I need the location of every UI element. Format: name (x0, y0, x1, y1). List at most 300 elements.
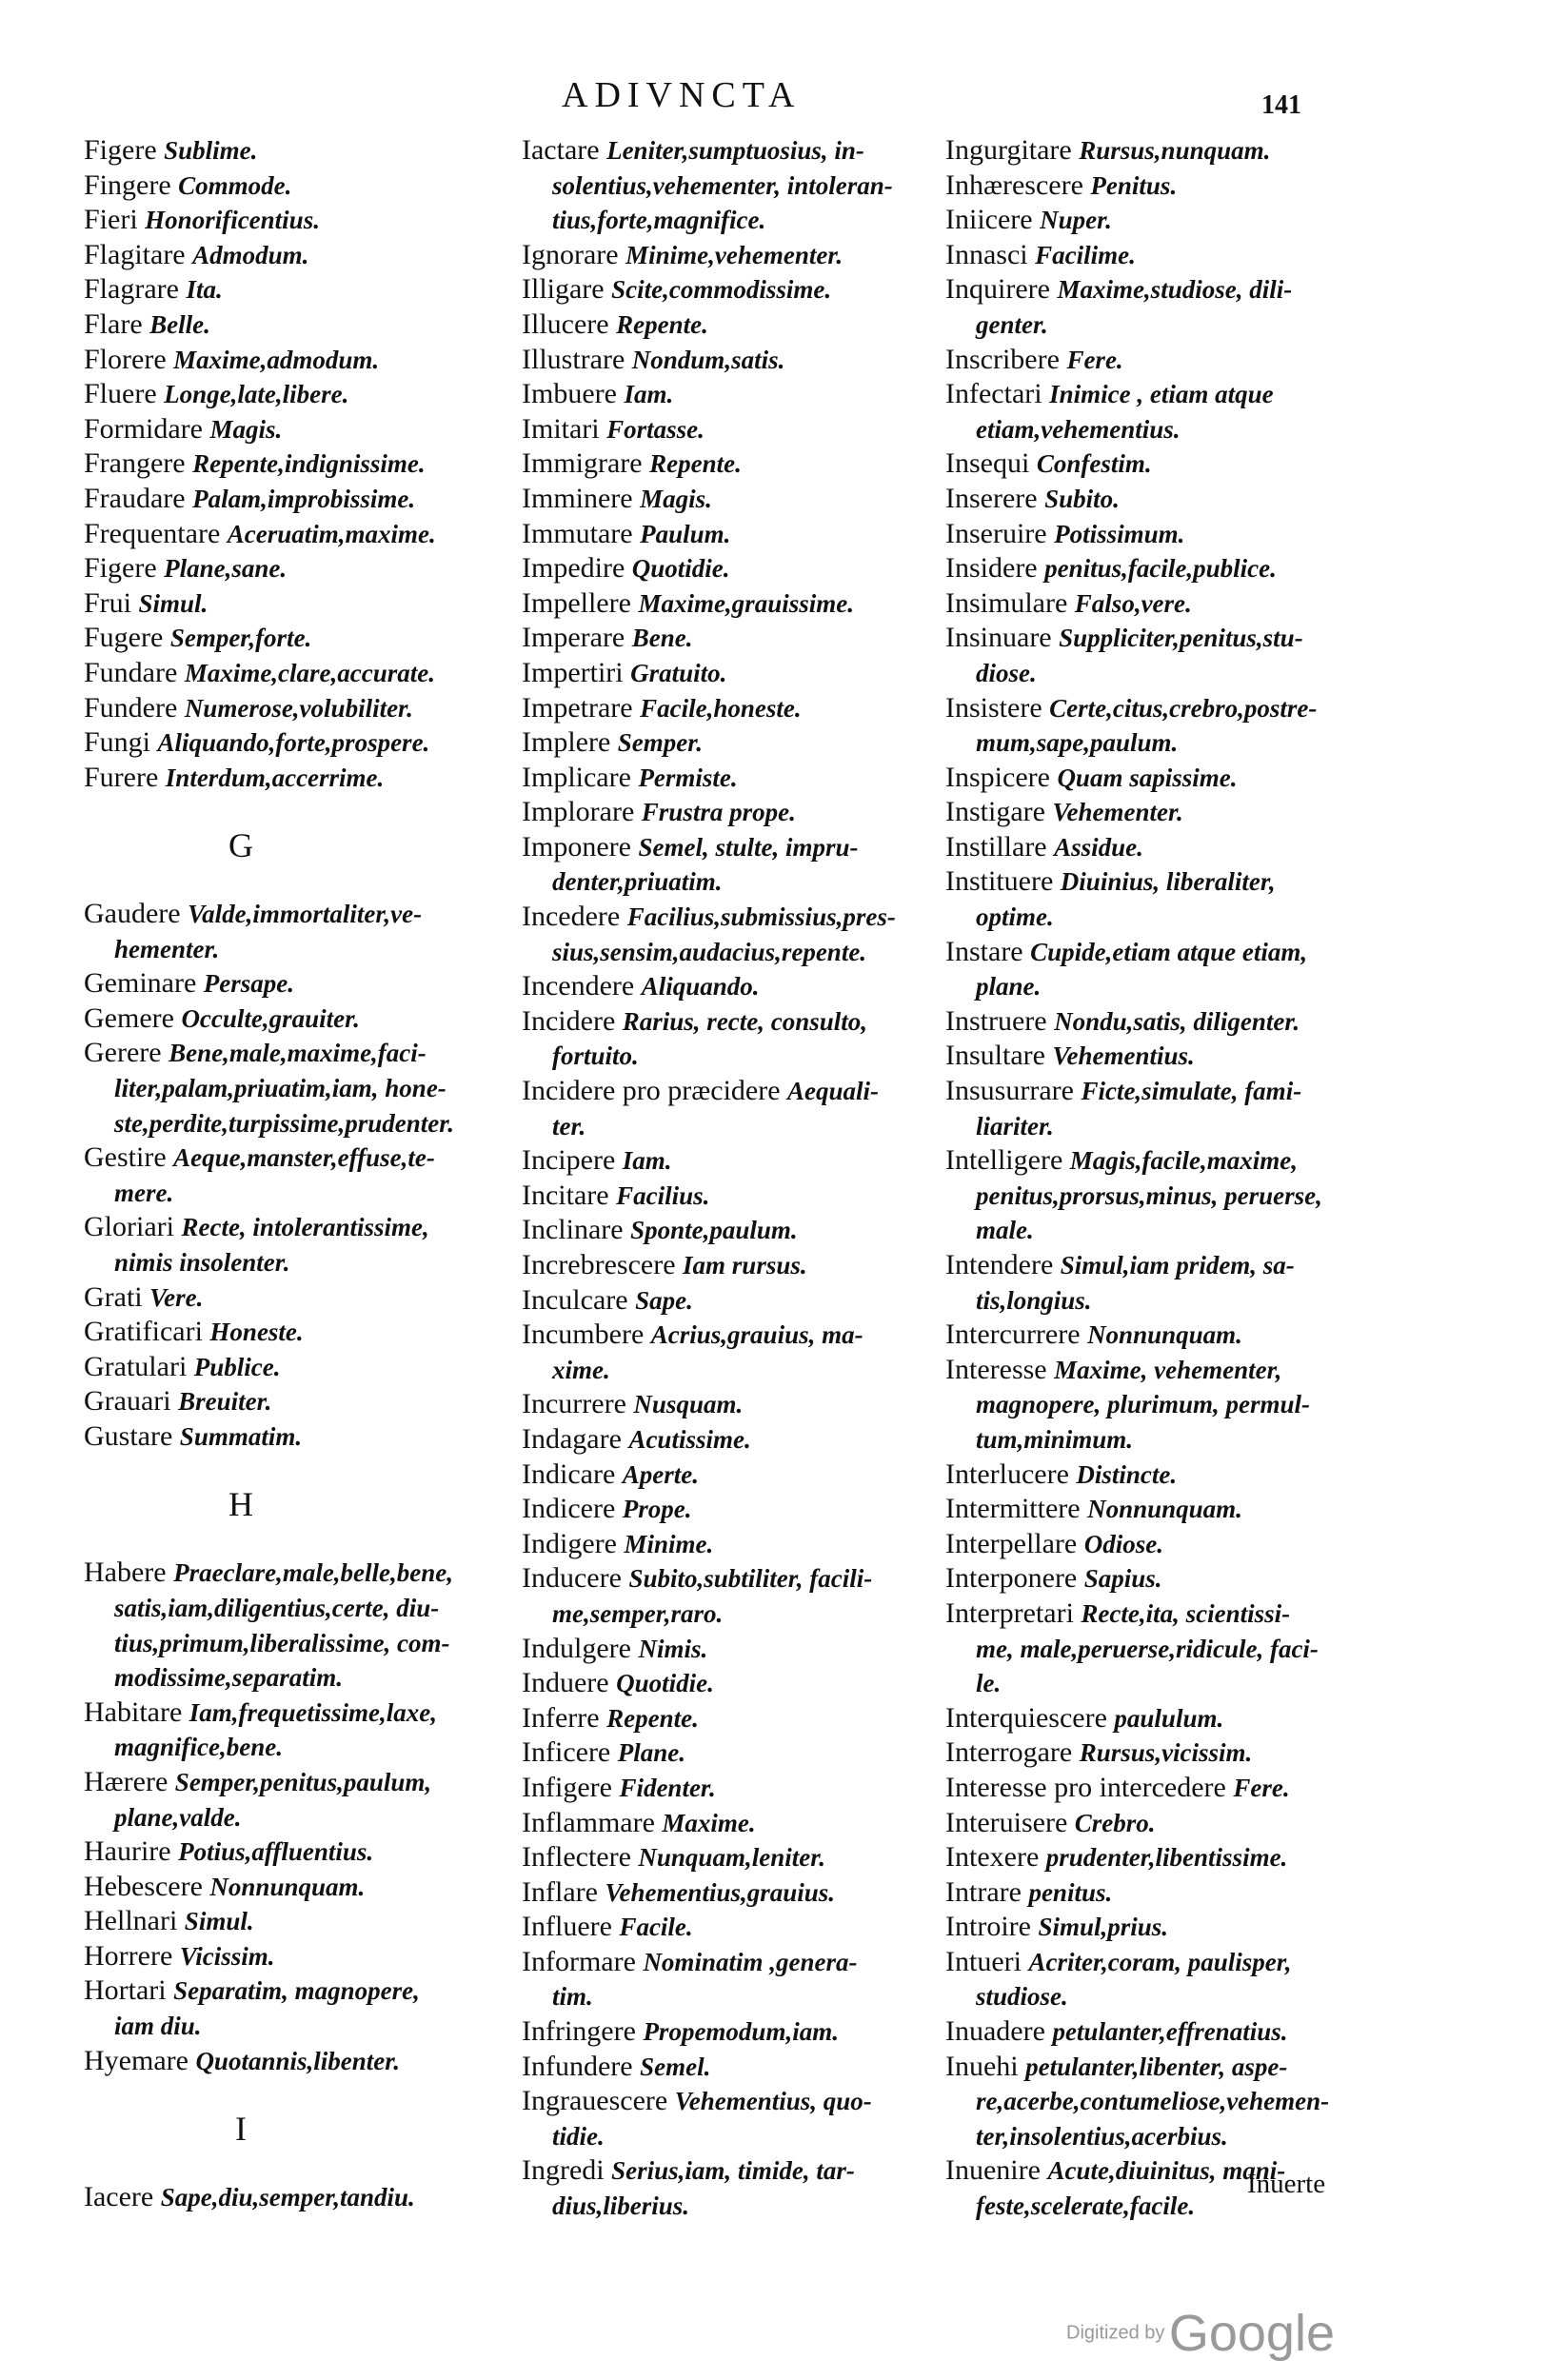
entry-adverbs: Praeclare,male,belle,bene, (173, 1558, 454, 1588)
entry-headword: Instigare (945, 796, 1045, 828)
entry-continuation (522, 203, 945, 238)
entry-adverbs: Iam. (622, 1146, 672, 1176)
dictionary-entry (84, 725, 531, 761)
entry-adverbs: Maxime,grauissime. (638, 588, 854, 618)
dictionary-entry (84, 1350, 531, 1385)
dictionary-entry (522, 1458, 945, 1493)
entry-adverbs: Fere. (1233, 1773, 1290, 1802)
entry-headword: Interpellare (945, 1527, 1078, 1559)
entry-continuation (84, 932, 531, 967)
entry-adverbs: ste,perdite,turpissime,prudenter. (114, 1108, 455, 1138)
entry-adverbs: Certe,citus,crebro,postre- (1049, 693, 1318, 723)
entry-continuation (945, 1632, 1379, 1667)
dictionary-entry (522, 482, 945, 517)
entry-adverbs: penitus,prorsus,minus, peruerse, (976, 1180, 1322, 1210)
entry-continuation (945, 969, 1379, 1004)
entry-adverbs: Acriter,coram, paulisper, (1028, 1947, 1292, 1976)
entry-headword: Instare (945, 935, 1023, 967)
entry-adverbs: Semper,penitus,paulum, (174, 1767, 432, 1796)
dictionary-entry (84, 1036, 531, 1071)
entry-adverbs: Ficte,simulate, fami- (1081, 1077, 1302, 1106)
entry-adverbs: Acrius,grauius, ma- (650, 1320, 863, 1350)
entry-headword: Insusurrare (945, 1075, 1074, 1107)
dictionary-entry (522, 2014, 945, 2050)
entry-adverbs: Leniter,sumptuosius, in- (606, 136, 864, 165)
dictionary-entry (522, 900, 945, 935)
entry-adverbs: tim. (552, 1982, 593, 2012)
entry-headword: Frequentare (84, 517, 221, 549)
entry-headword: Interuisere (945, 1806, 1068, 1838)
entry-adverbs: magnifice,bene. (114, 1733, 283, 1762)
dictionary-entry (522, 1527, 945, 1562)
entry-adverbs: Iam,frequetissime,laxe, (189, 1697, 438, 1727)
entry-adverbs: Quotidie. (616, 1669, 714, 1698)
dictionary-entry (945, 586, 1379, 622)
entry-headword: Fugere (84, 622, 164, 654)
entry-headword: Hebescere (84, 1870, 203, 1902)
entry-headword: Implorare (522, 796, 635, 828)
entry-continuation (945, 900, 1379, 935)
dictionary-entry (522, 1283, 945, 1319)
dictionary-entry (522, 238, 945, 273)
dictionary-entry (522, 412, 945, 447)
blank-line (84, 1455, 531, 1489)
entry-headword: Inculcare (522, 1283, 628, 1316)
dictionary-entry (522, 725, 945, 761)
dictionary-entry (945, 482, 1379, 517)
entry-headword: Imperare (522, 622, 625, 654)
section-letter: I (235, 2109, 247, 2148)
entry-headword: Fundare (84, 656, 178, 688)
entry-adverbs: studiose. (976, 1982, 1068, 2012)
entry-headword: Insequi (945, 447, 1030, 480)
entry-continuation (945, 307, 1379, 343)
dictionary-entry (84, 169, 531, 204)
entry-adverbs: liter,palam,priuatim,iam, hone- (114, 1074, 447, 1103)
entry-headword: Indagare (522, 1422, 622, 1455)
entry-adverbs: Quotannis,libenter. (195, 2046, 401, 2075)
entry-adverbs: dius,liberius. (552, 2192, 690, 2221)
dictionary-entry (945, 1945, 1379, 1980)
entry-headword: Inquirere (945, 273, 1050, 306)
entry-adverbs: Frustra prope. (641, 798, 796, 827)
entry-adverbs: Aceruatim,maxime. (227, 519, 436, 548)
entry-adverbs: Sponte,paulum. (630, 1216, 798, 1245)
entry-adverbs: Simul,iam pridem, sa- (1060, 1251, 1295, 1279)
entry-adverbs: Odiose. (1083, 1529, 1163, 1558)
dictionary-entry (84, 691, 531, 726)
entry-adverbs: Iam. (624, 380, 674, 409)
dictionary-entry (945, 830, 1379, 865)
entry-headword: Inducere (522, 1562, 622, 1595)
entry-headword: Inficere (522, 1736, 611, 1769)
entry-adverbs: Separatim, magnopere, (173, 1976, 420, 2006)
entry-adverbs: Penitus. (1090, 170, 1178, 200)
entry-adverbs: Permiste. (638, 763, 738, 792)
dictionary-entry (84, 761, 531, 796)
entry-adverbs: ter. (552, 1111, 586, 1140)
entry-headword: Intelligere (945, 1144, 1063, 1177)
entry-adverbs: Facile,honeste. (640, 693, 802, 723)
entry-adverbs: tis,longius. (976, 1285, 1092, 1315)
entry-adverbs: Sapius. (1083, 1564, 1162, 1594)
entry-headword: Inscribere (945, 343, 1060, 375)
dictionary-entry (84, 621, 531, 656)
blank-line (84, 1522, 531, 1557)
entry-adverbs: fortuito. (552, 1041, 639, 1071)
entry-adverbs: Repente. (616, 309, 708, 339)
entry-continuation (84, 1071, 531, 1106)
dictionary-entry (945, 1806, 1379, 1841)
dictionary-entry (84, 272, 531, 307)
entry-headword: Imminere (522, 482, 633, 514)
entry-adverbs: Plane,sane. (164, 554, 288, 584)
entry-headword: Inferre (522, 1701, 600, 1734)
entry-adverbs: feste,scelerate,facile. (976, 2192, 1196, 2221)
dictionary-entry (945, 2050, 1379, 2085)
entry-adverbs: Magis. (209, 414, 283, 444)
entry-adverbs: etiam,vehementius. (976, 414, 1181, 444)
dictionary-entry (84, 203, 531, 238)
dictionary-entry (522, 1771, 945, 1806)
entry-headword: Ingredi (522, 2154, 605, 2187)
entry-adverbs: Semel. (640, 2052, 711, 2081)
entry-continuation (84, 1106, 531, 1141)
dictionary-entry (945, 446, 1379, 482)
entry-adverbs: Magis. (640, 484, 712, 513)
entry-adverbs: diose. (976, 658, 1037, 687)
entry-headword: Haurire (84, 1835, 171, 1868)
entry-headword: Gerere (84, 1037, 162, 1069)
dictionary-entry (522, 1387, 945, 1422)
entry-adverbs: Repente,indignissime. (192, 449, 426, 479)
entry-headword: Incurrere (522, 1388, 626, 1420)
entry-continuation (84, 2009, 531, 2044)
entry-adverbs: Longe,late,libere. (164, 380, 349, 409)
entry-headword: Frangere (84, 447, 186, 480)
entry-continuation (84, 1626, 531, 1661)
entry-headword: Incipere (522, 1144, 616, 1177)
entry-adverbs: Quam sapissime. (1057, 763, 1238, 792)
dictionary-entry (84, 1280, 531, 1316)
entry-adverbs: mere. (114, 1178, 174, 1207)
entry-headword: Imbuere (522, 378, 617, 410)
entry-adverbs: Palam,improbissime. (192, 484, 416, 513)
entry-adverbs: Belle. (149, 309, 210, 339)
entry-headword: Gaudere (84, 898, 181, 930)
entry-continuation (84, 1245, 531, 1280)
dictionary-entry (84, 1002, 531, 1037)
entry-adverbs: Cupide,etiam atque etiam, (1030, 937, 1308, 966)
dictionary-entry (522, 133, 945, 169)
entry-adverbs: Fidenter. (619, 1773, 716, 1802)
entry-headword: Impellere (522, 586, 631, 619)
dictionary-entry (945, 238, 1379, 273)
entry-adverbs: Rarius, recte, consulto, (622, 1006, 868, 1036)
entry-headword: Indigere (522, 1527, 617, 1559)
entry-adverbs: Nondu,satis, diligenter. (1054, 1006, 1300, 1036)
dictionary-entry (945, 203, 1379, 238)
entry-headword: Instillare (945, 830, 1047, 863)
entry-adverbs: petulanter,effrenatius. (1052, 2017, 1288, 2047)
entry-headword: Flare (84, 307, 143, 340)
entry-continuation (84, 1591, 531, 1626)
entry-adverbs: paululum. (1114, 1703, 1224, 1733)
entry-continuation (945, 2084, 1379, 2119)
entry-continuation (522, 2189, 945, 2224)
entry-adverbs: Facile. (619, 1913, 693, 1942)
entry-adverbs: Aliquando. (641, 972, 760, 1002)
entry-adverbs: Nonnunquam. (1087, 1320, 1242, 1350)
entry-adverbs: Nunquam,leniter. (638, 1843, 825, 1873)
column-2 (522, 133, 945, 2224)
dictionary-entry (522, 272, 945, 307)
entry-adverbs: Maxime, vehementer, (1054, 1355, 1282, 1384)
entry-adverbs: penitus. (1028, 1877, 1113, 1907)
entry-headword: Hellnari (84, 1905, 178, 1937)
entry-adverbs: Rursus,nunquam. (1079, 136, 1271, 165)
entry-adverbs: Potius,affluentius. (178, 1837, 374, 1867)
entry-headword: Gratificari (84, 1316, 203, 1348)
dictionary-entry (945, 864, 1379, 900)
entry-headword: Infectari (945, 378, 1042, 410)
entry-adverbs: Sape,diu,semper,tandiu. (160, 2183, 415, 2212)
watermark-brand: Google (1168, 2305, 1335, 2362)
entry-continuation (522, 1109, 945, 1144)
entry-headword: Imitari (522, 412, 600, 445)
entry-adverbs: me, male,peruerse,ridicule, faci- (976, 1634, 1319, 1663)
entry-headword: Inhærescere (945, 169, 1083, 201)
dictionary-entry (522, 1004, 945, 1040)
entry-headword: Inflectere (522, 1841, 631, 1874)
entry-headword: Hortari (84, 1974, 167, 2007)
entry-adverbs: xime. (552, 1355, 610, 1384)
dictionary-entry (522, 1248, 945, 1283)
dictionary-entry (84, 133, 531, 169)
entry-headword: Fraudare (84, 482, 186, 514)
dictionary-entry (945, 1597, 1379, 1632)
entry-headword: Influere (522, 1911, 612, 1943)
digitized-by-google-watermark (1066, 2304, 1335, 2363)
entry-continuation (522, 935, 945, 970)
dictionary-entry (522, 656, 945, 691)
entry-adverbs: Nusquam. (633, 1390, 744, 1419)
dictionary-entry (84, 2180, 531, 2215)
entry-headword: Habitare (84, 1696, 183, 1728)
entry-headword: Infringere (522, 2015, 636, 2048)
page-title: ADIVNCTA (562, 75, 802, 115)
dictionary-entry (84, 1973, 531, 2009)
dictionary-entry (945, 1458, 1379, 1493)
entry-adverbs: Serius,iam, timide, tar- (611, 2156, 855, 2186)
entry-adverbs: Diuinius, liberaliter, (1060, 867, 1276, 897)
column-3 (945, 133, 1379, 2224)
entry-adverbs: Vehementius, quo- (674, 2087, 872, 2116)
entry-headword: Figere (84, 552, 157, 585)
entry-adverbs: Bene,male,maxime,faci- (169, 1039, 427, 1068)
entry-adverbs: Assidue. (1054, 832, 1143, 862)
blank-line (84, 2078, 531, 2112)
dictionary-entry (522, 586, 945, 622)
dictionary-entry (522, 517, 945, 552)
entry-headword: Iactare (522, 134, 600, 166)
entry-adverbs: Minime,vehementer. (625, 240, 844, 269)
dictionary-entry (522, 1840, 945, 1875)
entry-headword: Innasci (945, 238, 1028, 270)
entry-adverbs: Recte, intolerantissime, (181, 1213, 429, 1242)
dictionary-entry (945, 1004, 1379, 1040)
entry-adverbs: Simul,prius. (1038, 1913, 1169, 1942)
entry-adverbs: ter,insolentius,acerbius. (976, 2121, 1228, 2151)
entry-adverbs: Summatim. (179, 1421, 303, 1451)
entry-adverbs: Prope. (622, 1495, 692, 1524)
entry-continuation (84, 1176, 531, 1211)
entry-headword: Gemere (84, 1002, 174, 1034)
entry-headword: Intercurrere (945, 1319, 1081, 1351)
entry-adverbs: nimis insolenter. (114, 1248, 290, 1277)
dictionary-entry (522, 446, 945, 482)
catchword: Inuerte (1247, 2169, 1326, 2199)
entry-adverbs: Inimice , etiam atque (1049, 380, 1274, 409)
entry-adverbs: Scite,commodissime. (611, 275, 832, 305)
entry-adverbs: Bene. (631, 624, 693, 653)
entry-continuation (945, 1213, 1379, 1248)
entry-headword: Intueri (945, 1945, 1022, 1977)
entry-headword: Iacere (84, 2181, 154, 2213)
entry-continuation (945, 1387, 1379, 1422)
dictionary-entry (945, 1735, 1379, 1771)
entry-headword: Interponere (945, 1562, 1078, 1595)
entry-adverbs: hementer. (114, 934, 220, 963)
dictionary-entry (945, 1527, 1379, 1562)
entry-continuation (945, 1179, 1379, 1214)
entry-adverbs: Plane. (617, 1738, 686, 1768)
page-number: 141 (1261, 90, 1301, 120)
dictionary-entry (945, 1701, 1379, 1736)
entry-headword: Inuadere (945, 2015, 1045, 2048)
dictionary-entry (945, 343, 1379, 378)
entry-headword: Gestire (84, 1141, 167, 1174)
entry-headword: Imponere (522, 830, 631, 863)
entry-adverbs: Commode. (178, 170, 292, 200)
entry-headword: Inuehi (945, 2050, 1019, 2082)
entry-headword: Habere (84, 1557, 167, 1589)
dictionary-entry (945, 621, 1379, 656)
entry-adverbs: iam diu. (114, 2012, 202, 2041)
entry-adverbs: Sape. (635, 1285, 693, 1315)
entry-adverbs: le. (976, 1669, 1002, 1698)
dictionary-entry (84, 586, 531, 622)
entry-adverbs: Acute,diuinitus, mani- (1047, 2156, 1286, 2186)
entry-adverbs: magnopere, plurimum, permul- (976, 1390, 1311, 1419)
dictionary-entry (945, 1039, 1379, 1074)
entry-adverbs: Maxime,clare,accurate. (184, 658, 436, 687)
dictionary-entry (522, 1318, 945, 1353)
dictionary-entry (84, 412, 531, 447)
entry-adverbs: Facilius. (616, 1180, 710, 1210)
dictionary-entry (522, 1666, 945, 1701)
entry-adverbs: Sublime. (164, 136, 258, 165)
entry-adverbs: sius,sensim,audacius,repente. (552, 937, 867, 966)
entry-headword: Intrare (945, 1875, 1022, 1908)
entry-adverbs: Aeque,manster,effuse,te- (173, 1143, 435, 1173)
entry-adverbs: Nominatim ,genera- (643, 1947, 858, 1976)
entry-adverbs: Aperte. (622, 1459, 700, 1489)
entry-adverbs: Interdum,accerrime. (165, 763, 385, 792)
entry-adverbs: plane. (976, 972, 1042, 1002)
entry-continuation (945, 1422, 1379, 1458)
dictionary-entry (522, 1422, 945, 1458)
entry-continuation (945, 725, 1379, 761)
entry-adverbs: Falso,vere. (1074, 588, 1192, 618)
dictionary-entry (945, 377, 1379, 412)
dictionary-entry (84, 1696, 531, 1731)
entry-headword: Interesse (945, 1353, 1047, 1385)
entry-headword: Florere (84, 343, 167, 375)
entry-adverbs: Admodum. (192, 240, 309, 269)
entry-headword: Gratulari (84, 1350, 188, 1382)
dictionary-entry (522, 691, 945, 726)
entry-continuation (945, 656, 1379, 691)
entry-headword: Incendere (522, 970, 635, 1002)
entry-adverbs: Nuper. (1040, 206, 1112, 235)
entry-continuation (522, 1353, 945, 1388)
dictionary-entry (84, 1140, 531, 1176)
entry-continuation (522, 1039, 945, 1074)
entry-adverbs: Acutissime. (628, 1424, 751, 1454)
entry-headword: Intexere (945, 1841, 1040, 1874)
dictionary-entry (522, 761, 945, 796)
dictionary-entry (84, 1419, 531, 1455)
entry-adverbs: Repente. (606, 1703, 699, 1733)
dictionary-entry (945, 1074, 1379, 1109)
dictionary-entry (84, 1904, 531, 1939)
entry-headword: Flagitare (84, 238, 186, 270)
entry-headword: Impertiri (522, 656, 624, 688)
entry-adverbs: Occulte,grauiter. (181, 1003, 360, 1033)
dictionary-entry (84, 897, 531, 932)
entry-headword: Instituere (945, 865, 1054, 898)
dictionary-entry (522, 1074, 945, 1109)
dictionary-entry (522, 2084, 945, 2119)
entry-adverbs: plane,valde. (114, 1802, 242, 1832)
entry-adverbs: genter. (976, 309, 1048, 339)
entry-headword: Infigere (522, 1771, 612, 1803)
dictionary-entry (84, 517, 531, 552)
entry-headword: Interpretari (945, 1597, 1074, 1629)
dictionary-entry (84, 446, 531, 482)
entry-adverbs: Honeste. (209, 1318, 304, 1347)
entry-adverbs: me,semper,raro. (552, 1598, 724, 1628)
entry-headword: Illustrare (522, 343, 625, 375)
blank-line (84, 863, 531, 897)
dictionary-entry (945, 1561, 1379, 1597)
entry-adverbs: Minime. (624, 1529, 714, 1558)
entry-headword: Inflammare (522, 1806, 655, 1838)
entry-adverbs: Vehementius. (1052, 1041, 1195, 1071)
section-letter: G (228, 825, 253, 864)
entry-continuation (945, 1979, 1379, 2014)
watermark-prefix: Digitized by (1066, 2322, 1165, 2344)
entry-headword: Iniicere (945, 204, 1033, 236)
entry-continuation (945, 2119, 1379, 2154)
dictionary-entry (945, 795, 1379, 830)
entry-adverbs: Aliquando,forte,prospere. (157, 728, 430, 758)
entry-headword: Inspicere (945, 761, 1050, 793)
entry-adverbs: tius,primum,liberalissime, com- (114, 1628, 450, 1657)
entry-headword: Interrogare (945, 1736, 1073, 1769)
dictionary-entry (945, 1353, 1379, 1388)
